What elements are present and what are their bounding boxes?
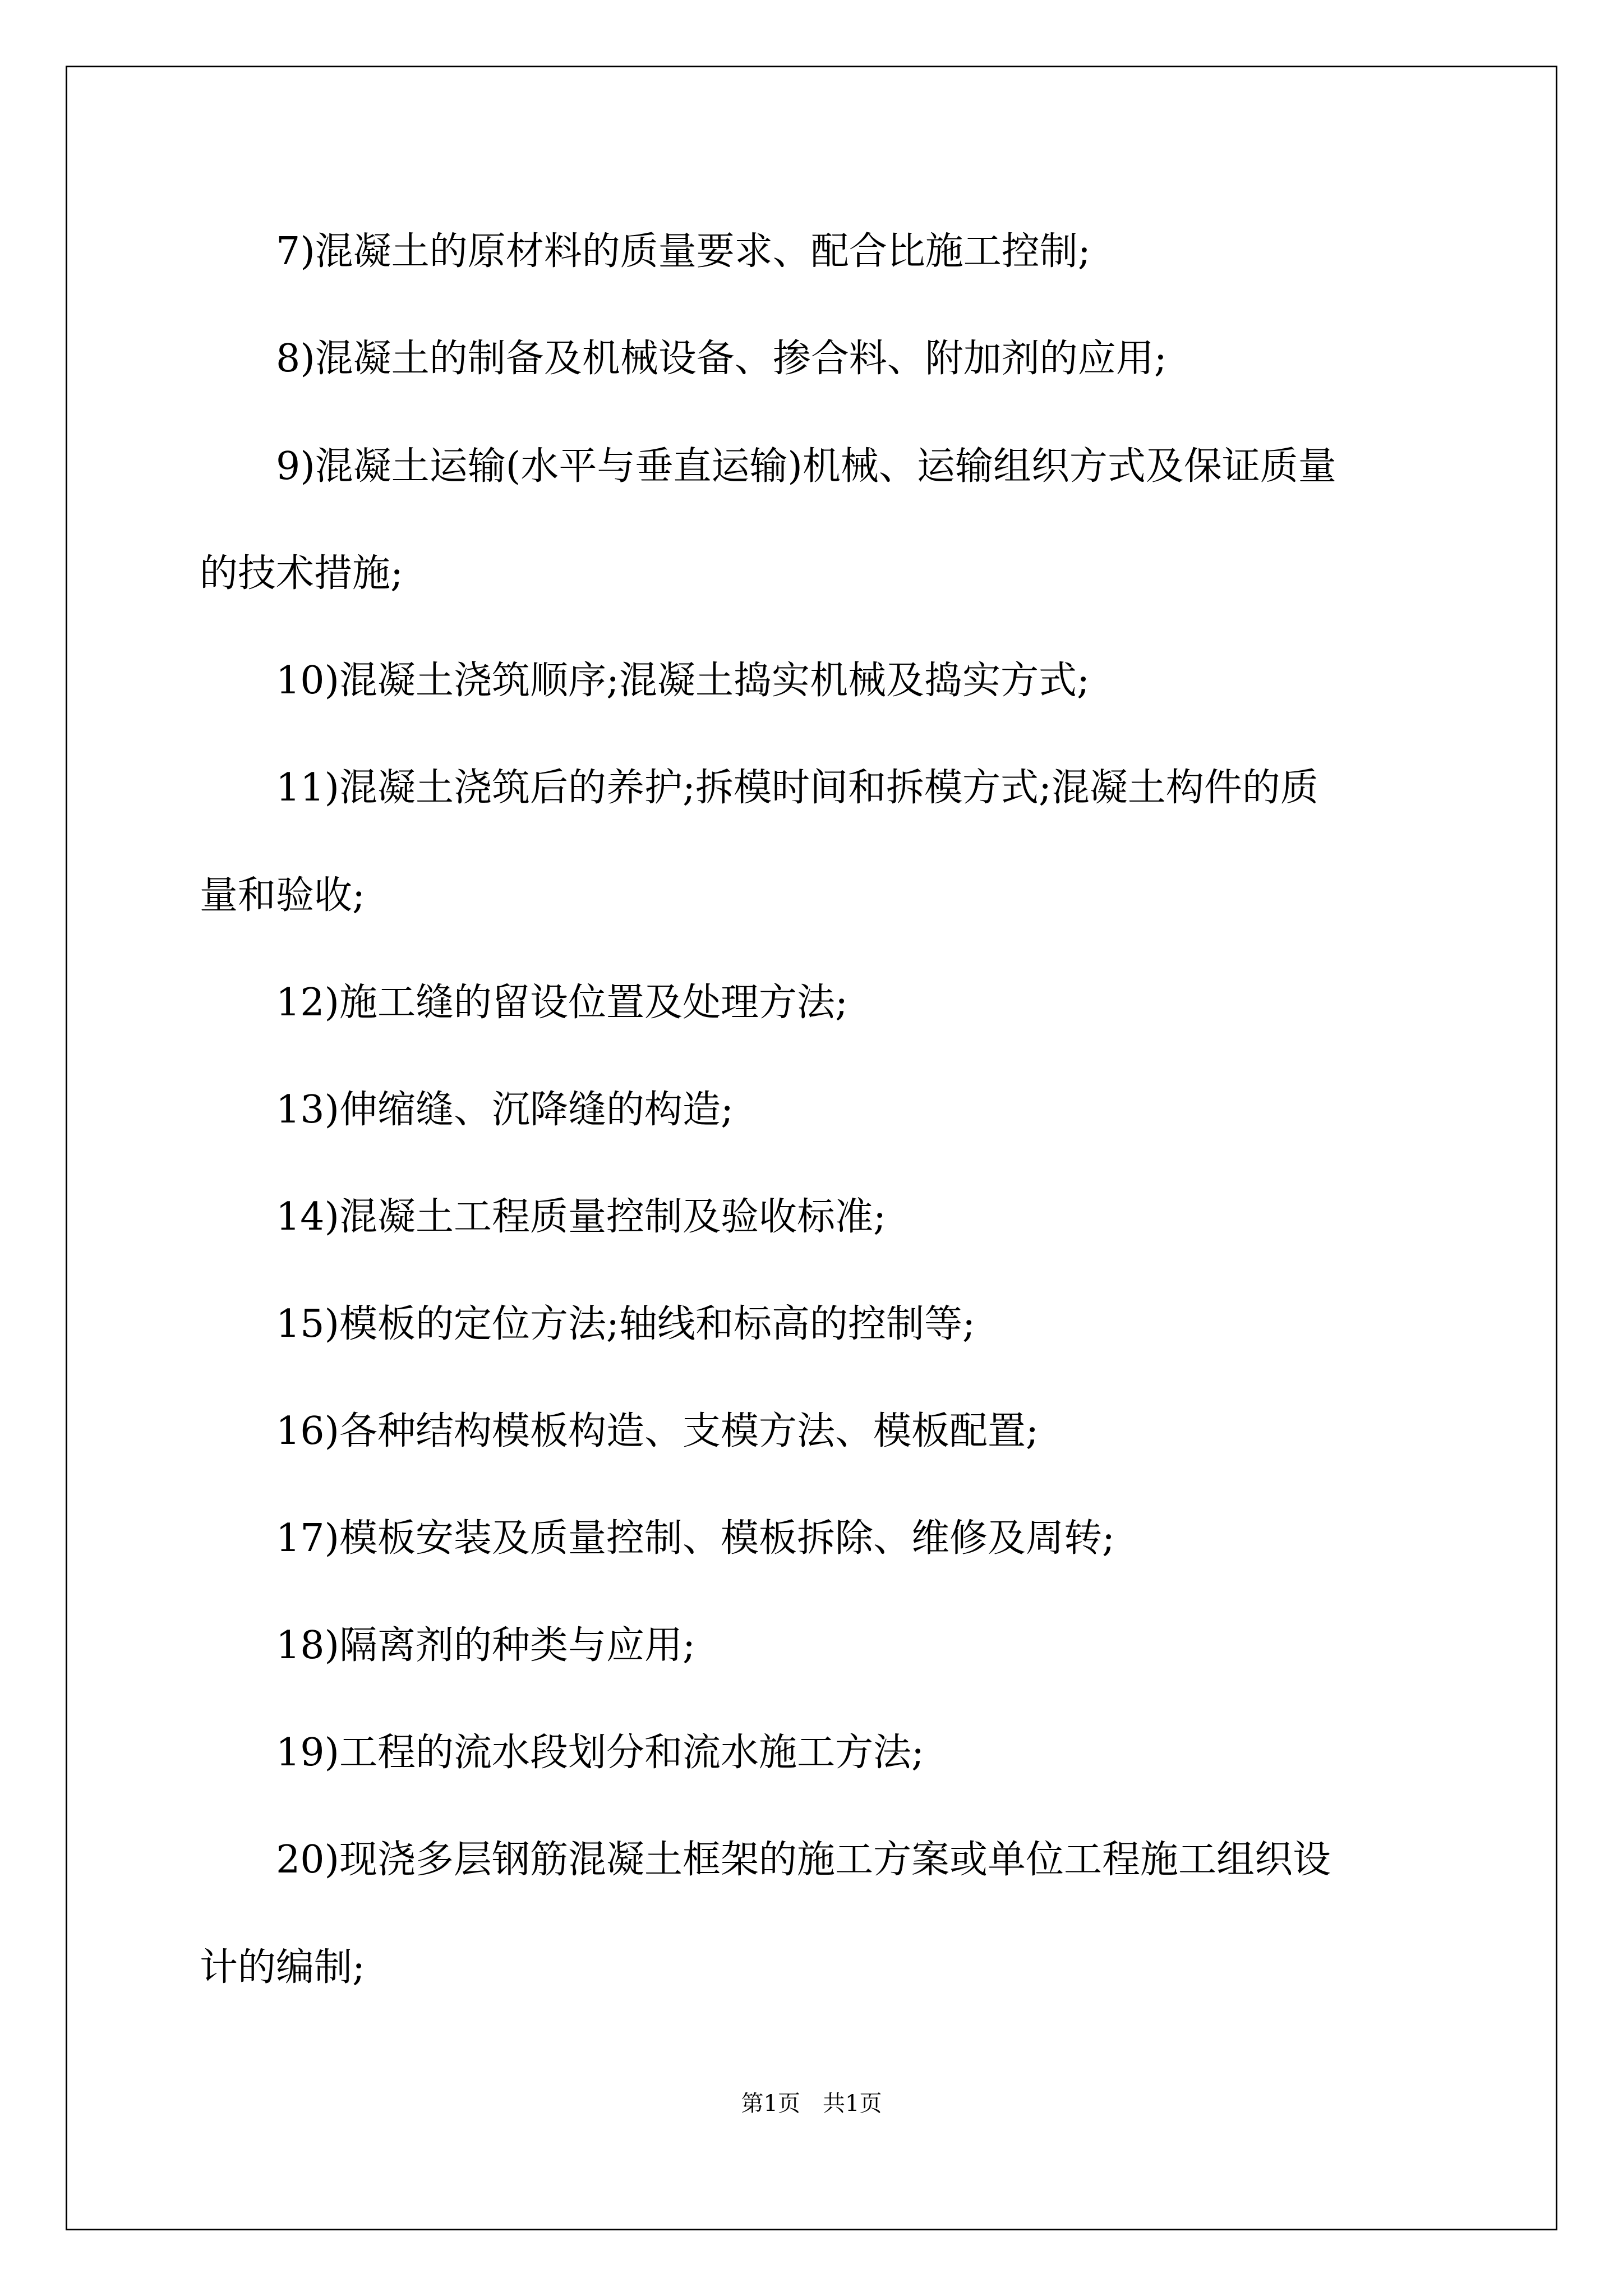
- list-item-text: 16)各种结构模板构造、支模方法、模板配置;: [276, 1409, 1039, 1453]
- list-item-text: 13)伸缩缝、沉降缝的构造;: [276, 1088, 734, 1132]
- list-item: [200, 762, 1428, 918]
- list-item-text-continuation: 计的编制;: [200, 1945, 365, 1990]
- list-item-text: 9)混凝土运输(水平与垂直运输)机械、运输组织方式及保证质量: [276, 444, 1336, 489]
- list-item-text: 19)工程的流水段划分和流水施工方法;: [276, 1731, 924, 1775]
- list-item-text: 8)混凝土的制备及机械设备、掺合料、附加剂的应用;: [276, 337, 1167, 381]
- list-item-text-continuation: 的技术措施;: [200, 551, 403, 596]
- list-item-text: 15)模板的定位方法;轴线和标高的控制等;: [276, 1302, 975, 1346]
- list-item: [200, 1405, 1428, 1458]
- list-item: [200, 1298, 1428, 1351]
- list-item-text: 18)隔离剂的种类与应用;: [276, 1623, 695, 1668]
- list-item-text: 17)模板安装及质量控制、模板拆除、维修及周转;: [276, 1516, 1115, 1561]
- list-item-text: 12)施工缝的留设位置及处理方法;: [276, 981, 848, 1025]
- list-item: [200, 440, 1428, 596]
- list-item-text-continuation: 量和验收;: [200, 873, 365, 918]
- list-item: [200, 1191, 1428, 1244]
- list-item: [200, 1727, 1428, 1779]
- list-item-text: 20)现浇多层钢筋混凝土框架的施工方案或单位工程施工组织设: [276, 1838, 1331, 1882]
- page-number-footer: 第1页 共1页: [741, 2091, 882, 2116]
- list-item: [200, 1512, 1428, 1565]
- list-item: [200, 1619, 1428, 1672]
- list-item: [200, 655, 1428, 707]
- list-item: [200, 333, 1428, 385]
- list-item: [200, 977, 1428, 1029]
- list-item: [200, 1084, 1428, 1137]
- list-item: [200, 226, 1428, 278]
- list-item: [200, 1834, 1428, 1990]
- list-item-text: 11)混凝土浇筑后的养护;拆模时间和拆模方式;混凝土构件的质: [276, 766, 1318, 810]
- list-item-text: 14)混凝土工程质量控制及验收标准;: [276, 1195, 886, 1239]
- list-item-text: 10)混凝土浇筑顺序;混凝土捣实机械及捣实方式;: [276, 659, 1090, 703]
- list-item-text: 7)混凝土的原材料的质量要求、配合比施工控制;: [276, 229, 1091, 274]
- page-frame: [66, 66, 1557, 2230]
